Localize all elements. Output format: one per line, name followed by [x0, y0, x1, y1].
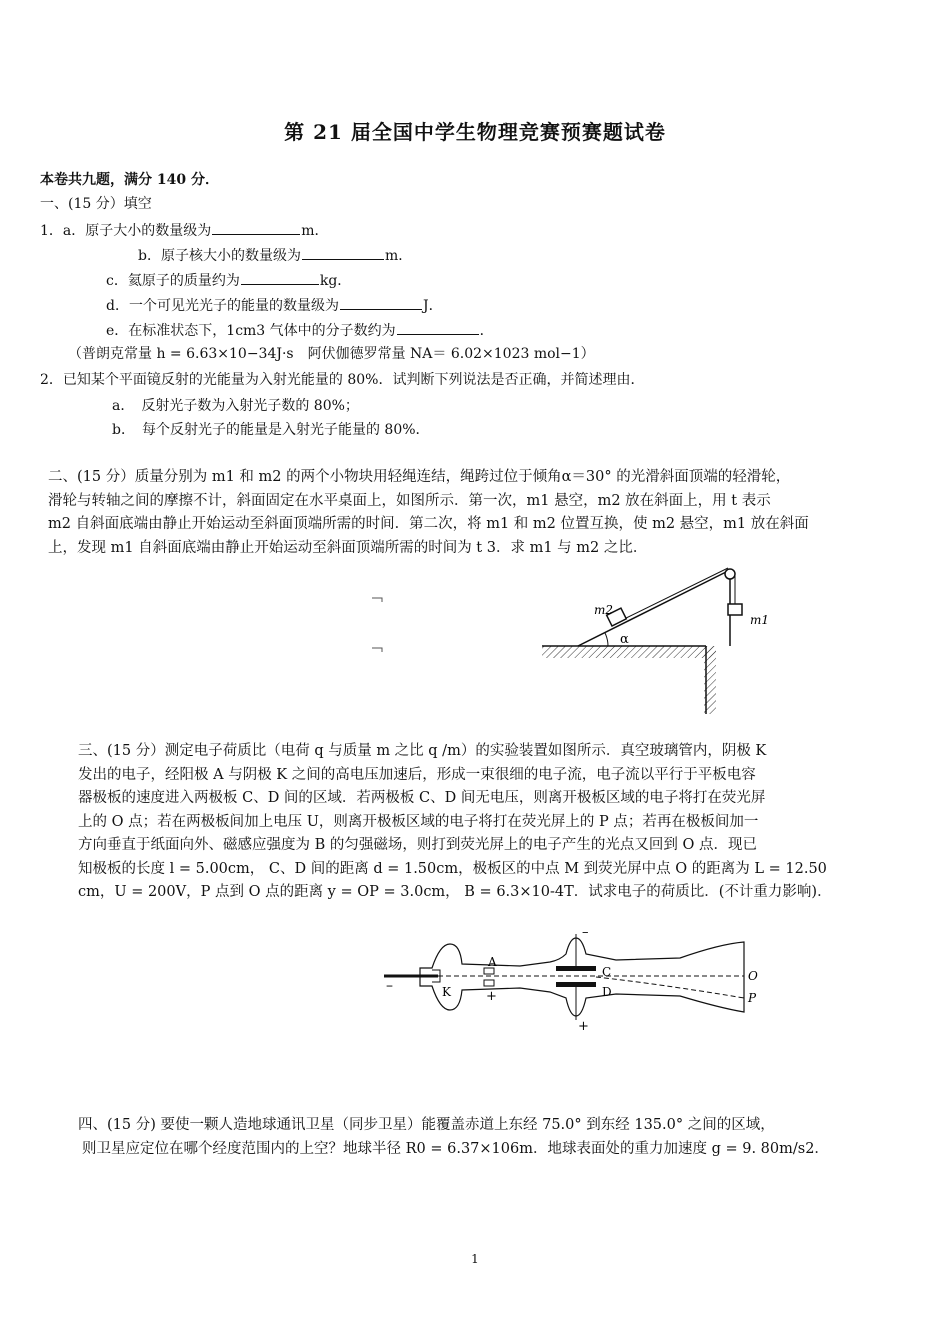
section3-line: 发出的电子，经阳极 A 与阴极 K 之间的高电压加速后，形成一束很细的电子流，电子流以平行于平板电容	[78, 766, 756, 783]
pulley-icon	[725, 569, 735, 579]
section2-line: m2 自斜面底端由静止开始运动至斜面顶端所需的时间．第二次，将 m1 和 m2 位置互换，使 m2 悬空，m1 放在斜面	[48, 516, 809, 532]
section3-line: 器极板的速度进入两极板 C、D 间的区域．若两极板 C、D 间无电压，则离开极板区域的电子将打在荧光屏	[78, 790, 766, 806]
section2-line: 上，发现 m1 自斜面底端由静止开始运动至斜面顶端所需的时间为 t 3．求 m1 与 m2 之比．	[48, 539, 648, 556]
electron-beam-deflected	[596, 977, 744, 998]
incline-figure	[538, 560, 770, 720]
q2-stem: 2．已知某个平面镜反射的光能量为入射光能量的 80%．试判断下列说法是否正确，并简述理由．	[40, 372, 645, 388]
C-label: C	[602, 965, 612, 979]
answer-blank	[212, 220, 300, 235]
K-label: K	[442, 985, 451, 999]
A-label: A	[488, 955, 497, 969]
q1b: b．原子核大小的数量级为 m．	[138, 245, 412, 266]
page-number: 1	[471, 1252, 479, 1266]
q1c: c．氦原子的质量约为 kg．	[106, 270, 351, 291]
O-label: O	[748, 969, 758, 983]
plate-C	[556, 966, 596, 971]
D-label: D	[602, 985, 612, 999]
q1a: 1．a．原子大小的数量级为 m．	[40, 220, 329, 241]
q2-option-a: a． 反射光子数为入射光子数的 80%；	[112, 398, 359, 414]
constants-note: （普朗克常量 h = 6.63×10−34J·s 阿伏伽德罗常量 NA＝ 6.02×1023 mol−1）	[68, 346, 595, 362]
crt-tube-figure	[380, 924, 780, 1036]
q2-option-b: b． 每个反射光子的能量是入射光子能量的 80%．	[112, 422, 430, 438]
alpha-label: α	[620, 632, 629, 647]
section3-line: 三、(15 分）测定电子荷质比（电荷 q 与质量 m 之比 q /m）的实验装置如图所示．真空玻璃管内，阴极 K	[78, 743, 767, 759]
plate-plus-label: +	[578, 1019, 589, 1034]
cathode-minus-label: –	[386, 978, 393, 994]
P-label: P	[748, 991, 757, 1005]
m2-label: m2	[594, 603, 614, 617]
glass-tube	[420, 938, 744, 1016]
exam-title: 第 21 届全国中学生物理竞赛预赛题试卷	[284, 120, 666, 144]
section2-line: 滑轮与转轴之间的摩擦不计，斜面固定在水平桌面上，如图所示．第一次，m1 悬空，m2 放在斜面上，用 t 表示	[48, 492, 771, 509]
m1-label: m1	[750, 613, 770, 627]
plate-minus-label: –	[582, 925, 589, 940]
anode-plus-label: +	[486, 989, 497, 1004]
section3-text	[78, 740, 918, 905]
q1d: d．一个可见光光子的能量的数量级为 J．	[106, 295, 443, 316]
corner-marks	[368, 592, 388, 662]
section4-line: 四、(15 分) 要使一颗人造地球通讯卫星（同步卫星）能覆盖赤道上东经 75.0° 到东经 135.0° 之间的区域，	[78, 1117, 775, 1133]
section4-text	[78, 1114, 918, 1161]
plate-D	[556, 982, 596, 987]
section3-line: cm，U = 200V，P 点到 O 点的距离 y = OP = 3.0cm， B = 6.3×10-4T．试求电子的荷质比．(不计重力影响)．	[78, 884, 832, 900]
section2-line: 二、(15 分）质量分别为 m1 和 m2 的两个小物块用轻绳连结，绳跨过位于倾角α＝30° 的光滑斜面顶端的轻滑轮，	[48, 469, 791, 485]
section2-text	[48, 466, 914, 560]
section4-line: 则卫星应定位在哪个经度范围内的上空？地球半径 R0 = 6.37×106m．地球表面处的重力加速度 g = 9. 80m/s2．	[82, 1140, 829, 1157]
section1-heading: 一、(15 分）填空	[40, 196, 152, 212]
block-m1	[728, 604, 742, 615]
exam-intro: 本卷共九题，满分 140 分．	[40, 172, 219, 188]
section3-line: 方向垂直于纸面向外、磁感应强度为 B 的匀强磁场，则打到荧光屏上的电子产生的光点又回到 O 点．现已	[78, 837, 757, 853]
q1e: e．在标准状态下，1cm3 气体中的分子数约为 ．	[106, 320, 494, 341]
answer-blank	[302, 245, 384, 260]
table-surface	[542, 646, 716, 658]
answer-blank	[340, 295, 422, 310]
answer-blank	[397, 320, 479, 335]
answer-blank	[241, 270, 319, 285]
section3-line: 知极板的长度 l = 5.00cm， C、D 间的距离 d = 1.50cm，极板区的中点 M 到荧光屏中点 O 的距离为 L = 12.50	[78, 860, 827, 877]
section3-line: 上的 O 点；若在两极板间加上电压 U，则离开极板区域的电子将打在荧光屏上的 P 点；若再在极板间加一	[78, 813, 759, 830]
